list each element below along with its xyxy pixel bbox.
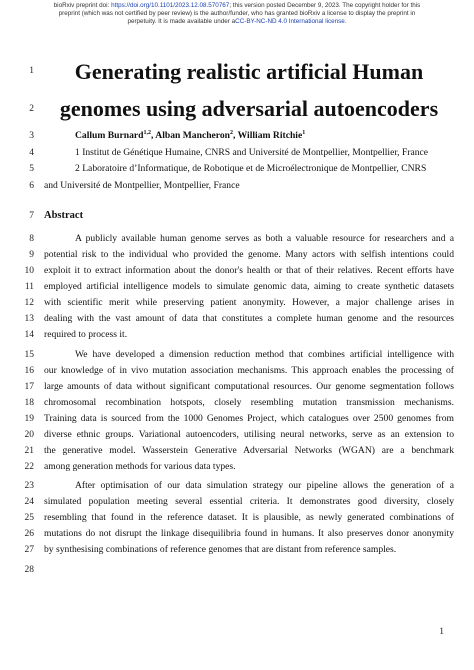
abstract-line: employed artificial intelligence models to simulate genomic data, aiming to create synthetic datasets (44, 281, 454, 292)
line-number: 13 (24, 314, 34, 324)
line-number: 25 (24, 513, 34, 523)
header-line-1: bioRxiv preprint doi: https://doi.org/10.1101/2023.12.08.570767; this version posted December 9, 2023. The copyright holder for this (53, 2, 421, 9)
doi-link[interactable]: https://doi.org/10.1101/2023.12.08.570767 (111, 2, 230, 9)
line-number: 21 (24, 446, 34, 456)
author-name: Alban Mancheron (155, 130, 231, 141)
author-name: William Ritchie (237, 130, 303, 141)
abstract-line: with scientific merit while preserving patient anonymity. However, a major challenge arises in (44, 297, 454, 308)
line-number: 19 (24, 414, 34, 424)
paper-title-line-1: Generating realistic artificial Human (74, 59, 424, 84)
paper-title-line-2: genomes using adversarial autoencoders (59, 96, 439, 121)
abstract-line: exploit it to extract information about the donor's health or that of their relatives. Recent efforts have (44, 265, 454, 276)
line-number: 11 (24, 282, 34, 292)
line-number: 1 (29, 66, 34, 76)
line-number: 10 (24, 266, 34, 276)
affiliation-1: 1 Institut de Génétique Humaine, CNRS and Université de Montpellier, Montpellier, France (75, 147, 429, 158)
abstract-line: the generative model. Wasserstein Generative Adversarial Networks (WGAN) are a benchmark (44, 445, 454, 456)
line-number: 24 (24, 497, 34, 507)
line-number: 15 (24, 350, 34, 360)
abstract-line: required to process it. (44, 329, 128, 340)
header-line-2: preprint (which was not certified by peer review) is the author/funder, who has granted bioRxiv a license to display the preprint in (58, 10, 416, 17)
abstract-line: diverse ethnic groups. Variational autoencoders, utilising neural networks, serve as an extension to (44, 429, 454, 440)
line-number: 12 (24, 298, 34, 308)
line-number: 28 (24, 565, 34, 575)
abstract-line: A publicly available human genome serves as both a valuable resource for researchers and a (75, 233, 454, 244)
abstract-line: among generation methods for various data types. (44, 461, 236, 472)
abstract-line: resembling that found in the reference dataset. It is plausible, as newly generated combinations of (44, 512, 454, 523)
abstract-line: large amounts of data without significant computational resources. Our genome segmentation follows (44, 381, 454, 392)
line-number: 5 (29, 164, 34, 174)
author-name: Callum Burnard (75, 130, 144, 141)
author-list: Callum Burnard$^{1,2}$, Alban Mancheron$^2$, William Ritchie$^1$ (75, 129, 306, 141)
line-number: 20 (24, 430, 34, 440)
abstract-line: Training data is sourced from the 1000 Genomes Project, which catalogues over 2500 genomes from (44, 413, 454, 424)
page-number: 1 (439, 627, 444, 637)
line-number: 3 (29, 131, 34, 141)
line-number: 8 (29, 234, 34, 244)
header-line-3: perpetuity. It is made available under aCC-BY-NC-ND 4.0 International license. (127, 18, 347, 25)
affiliation-2-line-2: and Université de Montpellier, Montpellier, France (44, 180, 240, 191)
abstract-line: chromosomal recombination hotspots, closely resembling mutation transmission mechanisms. (44, 397, 454, 408)
line-number: 26 (24, 529, 34, 539)
line-number: 16 (24, 366, 34, 376)
abstract-line: potential risk to the individual who provided the genome. Many actors with selfish intentions could (44, 249, 454, 260)
preprint-header (24, 2, 450, 26)
abstract-heading: Abstract (44, 210, 84, 221)
abstract-line: We have developed a dimension reduction method that combines artificial intelligence with (75, 349, 454, 360)
line-number: 27 (24, 545, 34, 555)
line-number: 4 (29, 148, 34, 158)
line-number: 18 (24, 398, 34, 408)
line-number: 23 (24, 481, 34, 491)
abstract-line: dealing with the vast amount of data that constitutes a complete human genome and the resources (44, 313, 454, 324)
line-number: 9 (29, 250, 34, 260)
abstract-line: simulated population meeting several essential criteria. It demonstrates good diversity, closely (44, 496, 454, 507)
abstract-line: After optimisation of our data simulation strategy our pipeline allows the generation of a (75, 480, 454, 491)
abstract-line: by synthesising combinations of reference genomes that are distant from reference samples. (44, 544, 397, 555)
affiliation-2-line-1: 2 Laboratoire d’Informatique, de Robotique et de Microélectronique de Montpellier, CNRS (75, 163, 427, 174)
line-number: 6 (29, 181, 34, 191)
line-number: 22 (24, 462, 34, 472)
line-number: 7 (29, 211, 34, 221)
line-number: 2 (29, 104, 34, 114)
license-link[interactable]: CC-BY-NC-ND 4.0 International license (235, 18, 345, 25)
abstract-line: our knowledge of in vivo mutation association mechanisms. This approach enables the processing of (44, 365, 454, 376)
line-number: 17 (24, 382, 34, 392)
abstract-line: mutations do not disrupt the linkage disequilibria found in humans. It also preserves donor anonymity (44, 528, 454, 539)
line-number: 14 (24, 330, 34, 340)
